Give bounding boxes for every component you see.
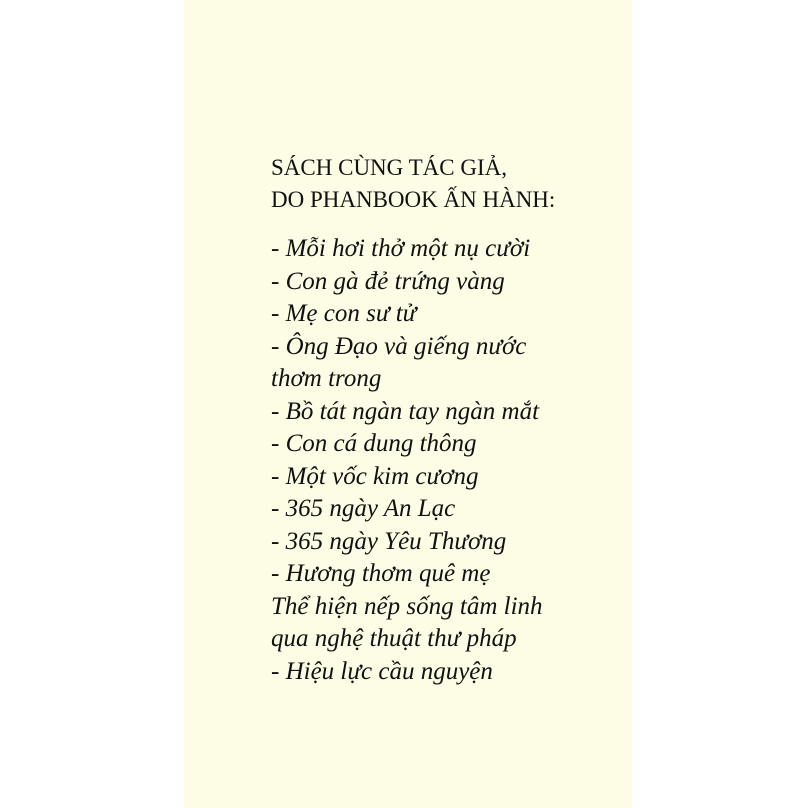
book-list-line: - Con cá dung thông	[271, 430, 477, 457]
heading-line-1: SÁCH CÙNG TÁC GIẢ,	[271, 155, 507, 180]
book-list-line: - Hương thơm quê mẹ	[271, 560, 491, 587]
book-list-line: - 365 ngày An Lạc	[271, 495, 456, 522]
book-list-line: qua nghệ thuật thư pháp	[271, 625, 517, 652]
heading-line-2: DO PHANBOOK ẤN HÀNH:	[271, 187, 556, 212]
book-list-line: - Mỗi hơi thở một nụ cười	[271, 235, 531, 262]
book-list-line: - Mẹ con sư tử	[271, 300, 417, 327]
book-list-line: thơm trong	[271, 365, 382, 392]
book-list-line: Thể hiện nếp sống tâm linh	[271, 592, 543, 620]
book-list-line: - Con gà đẻ trứng vàng	[271, 267, 505, 295]
section-heading	[271, 152, 555, 216]
book-list-line: - Bồ tát ngàn tay ngàn mắt	[271, 397, 540, 425]
book-page	[184, 0, 632, 808]
book-list-line: - 365 ngày Yêu Thương	[271, 527, 507, 555]
book-list-line: - Một vốc kim cương	[271, 462, 479, 490]
book-list	[271, 233, 543, 688]
book-list-line: - Hiệu lực cầu nguyện	[271, 657, 493, 685]
book-list-line: - Ông Đạo và giếng nước	[271, 332, 527, 360]
